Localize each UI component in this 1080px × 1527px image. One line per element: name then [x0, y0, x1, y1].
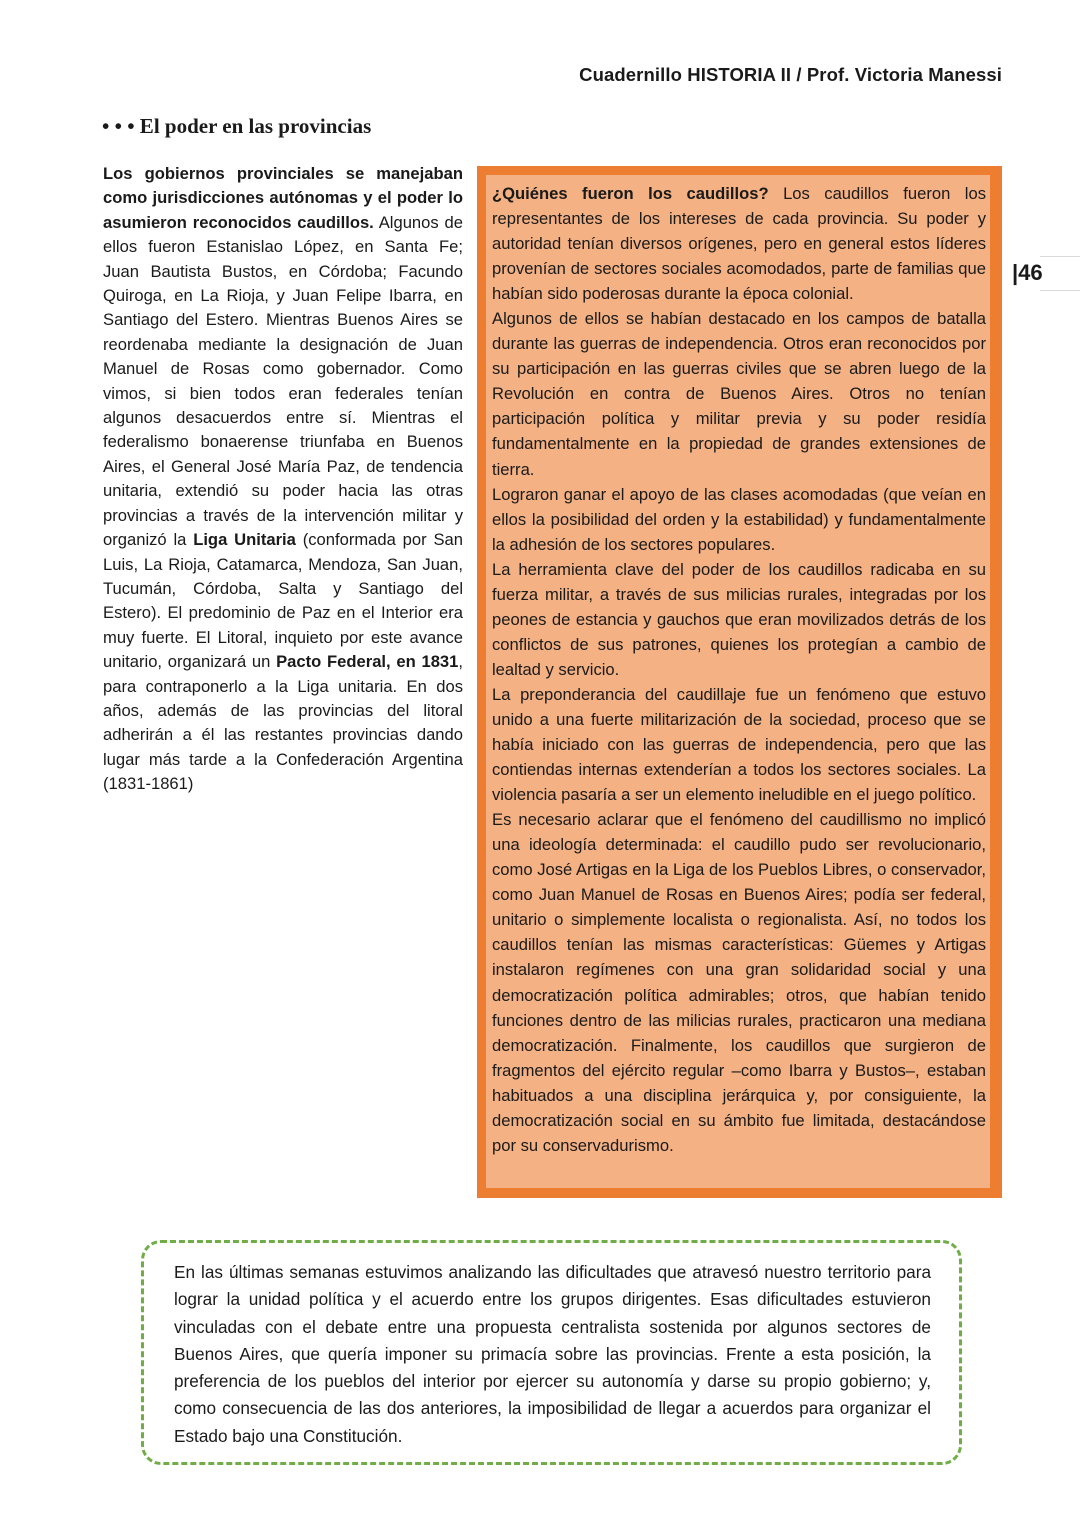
left-text-part-3: , para contraponerlo a la Liga unitaria. En dos años, además de las provincias del litoral adherirán a él las restantes provincias dando lugar más tarde a la Confederación Argentina (1831-1861): [103, 652, 464, 794]
callout-paragraph-1-text: Los caudillos fueron los representantes de los intereses de cada provincia. Su poder y autoridad tenían diversos orígenes, pero en general estos líderes provenían de sectores sociales acomodados, parte de familias que habían sido poderosas durante la época colonial.: [492, 184, 986, 304]
callout-paragraph-4: La herramienta clave del poder de los caudillos radicaba en su fuerza militar, a través de sus milicias rurales, integradas por los peones de estancia y gauchos que eran movilizados detrás de los conflictos de sus patrones, quienes los protegían a cambio de lealtad y servicio.: [492, 559, 986, 679]
section-heading: • • • El poder en las provincias: [102, 114, 372, 138]
left-column-paragraph: [103, 162, 463, 797]
left-text-part-2: (conformada por San Luis, La Rioja, Catamarca, Mendoza, San Juan, Tucumán, Córdoba, Salta y Santiago del Estero). El predominio de Paz en el Interior era muy fuerte. El Litoral, inquieto por este avance unitario, organizará un: [103, 530, 463, 672]
callout-paragraph-3: Lograron ganar el apoyo de las clases acomodadas (que veían en ellos la posibilidad del orden y la estabilidad) y fundamentalmente la adhesión de los sectores populares.: [492, 484, 986, 554]
left-column-text: [103, 162, 463, 797]
summary-text: En las últimas semanas estuvimos analizando las dificultades que atravesó nuestro territorio para lograr la unidad política y el acuerdo entre los grupos dirigentes. Esas dificultades estuvieron vinculadas con el debate entre una propuesta centralista sostenida por algunos sectores de Buenos Aires, que quería imponer su primacía sobre las provincias. Frente a esta posición, la preferencia de los pueblos del interior por ejercer su autonomía y darse su propio gobierno; y, como consecuencia de las dos anteriores, la imposibilidad de llegar a acuerdos para organizar el Estado bajo una Constitución.: [174, 1262, 931, 1446]
left-text-part-1: Algunos de ellos fueron Estanislao López, en Santa Fe; Juan Bautista Bustos, en Córdoba; Facundo Quiroga, en La Rioja, y Juan Felipe Ibarra, en Santiago del Estero. Mientras Buenos Aires se reordenaba mediante la designación de Juan Manuel de Rosas como gobernador. Como vimos, si bien todos eran federales tenían algunos desacuerdos entre sí. Mientras el federalismo bonaerense triunfaba en Buenos Aires, el General José María Paz, de tendencia unitaria, extendió su poder hacia las otras provincias a través de la intervención militar y organizó la: [103, 212, 463, 550]
callout-paragraph-5: La preponderancia del caudillaje fue un fenómeno que estuvo unido a una fuerte militarización de la sociedad, proceso que se había iniciado con las guerras de independencia, pero que las contiendas internas extenderían a todos los sectores sociales. La violencia pasaría a ser un elemento ineludible en el juego político.: [492, 684, 986, 805]
caudillos-callout-box: [477, 166, 1002, 1198]
page-edge-line-top: [1040, 256, 1080, 257]
liga-unitaria-bold: Liga Unitaria: [193, 530, 296, 550]
summary-dashed-box: [141, 1240, 962, 1465]
page-edge-line-bottom: [1040, 290, 1080, 291]
pacto-federal-bold: Pacto Federal, en 1831: [276, 652, 459, 672]
callout-paragraph-6: Es necesario aclarar que el fenómeno del caudillismo no implicó una ideología determinada: el caudillo pudo ser revolucionario, como José Artigas en la Liga de los Pueblos Libres, o conservador, como Juan Manuel de Rosas en Buenos Aires; podía ser federal, unitario o simplemente localista o regionalista. Así, no todos los caudillos tenían las mismas características: Güemes y Artigas instalaron regímenes con una gran solidaridad social y una democratización política admirables; otros, que habían tenido funciones dentro de las milicias rurales, practicaron una mediana democratización. Finalmente, los caudillos que surgieron de fragmentos del ejército regular –como Ibarra y Bustos–, estaban habituados a una disciplina jerárquica y, por consiguiente, la democratización social en su ámbito fue limitada, destacándose por su conservadurismo.: [492, 810, 986, 1155]
callout-question: ¿Quiénes fueron los caudillos?: [492, 184, 769, 203]
intro-bold-text: Los gobiernos provinciales se manejaban como jurisdicciones autónomas y el poder lo asumieron reconocidos caudillos.: [103, 164, 463, 232]
callout-paragraph-2: Algunos de ellos se habían destacado en los campos de batalla durante las guerras de independencia. Otros eran reconocidos por su participación en las guerras civiles que se abren luego de la Revolución en contra de Buenos Aires. Otros no tenían participación política y militar previa y su poder residía fundamentalmente en la propiedad de grandes extensiones de tierra.: [492, 309, 986, 479]
document-header-title: Cuadernillo HISTORIA II / Prof. Victoria Manessi: [579, 64, 1002, 85]
page-number: |46: [1012, 260, 1043, 285]
callout-paragraph-1: [492, 181, 986, 306]
caudillos-callout-content: [486, 175, 990, 1188]
